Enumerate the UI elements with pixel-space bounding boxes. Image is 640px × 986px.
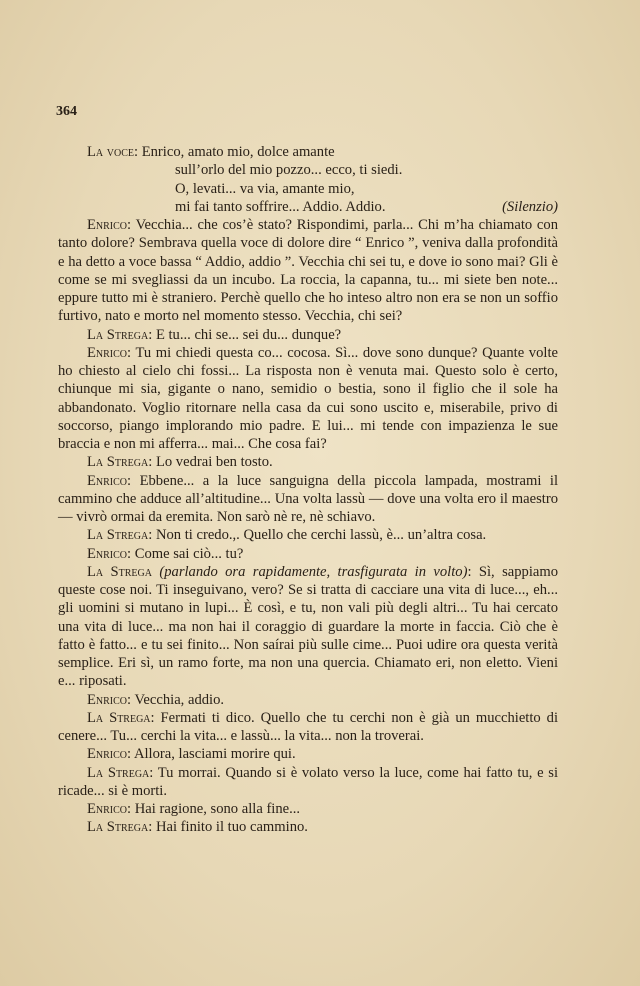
dialogue-paragraph: Enrico: Hai ragione, sono alla fine...: [87, 801, 301, 817]
dialogue-paragraph: Enrico: Vecchia, addio.: [87, 691, 225, 708]
speech-text: Hai ragione, sono alla fine...: [134, 801, 301, 817]
speaker-name: La Strega: [87, 454, 149, 471]
dialogue-paragraph: La Strega: E tu... chi se... sei du... dunque?: [87, 326, 342, 343]
speech-text: Vecchia... che cos’è stato? Rispondimi, parla... Chi m’ha chiamato con tanto dolore? Sembrava quella voce di dolore dire “ Enrico ”, veniva dalla profondità e ha detto a voce bassa “ Addio, addio ”. Vecchia chi sei tu, e dove io sono mai? Gli è come se mi svegliassi da un incubo. La roccia, la capanna, tu... mi siete ben note... eppure tutto mi è straniero. Perchè quello che ho inteso altro non era se non un soffio furtivo, nato e morto nel momento stesso. Vecchia, chi sei?: [58, 217, 558, 325]
dialogue-paragraph: La voce: Enrico, amato mio, dolce amante: [87, 144, 335, 160]
speaker-name: Enrico: [87, 545, 128, 562]
speech-text: Hai finito il tuo cammino.: [155, 819, 308, 836]
speech-text: Fermati ti dico. Quello che tu cerchi non è già un mucchietto di cenere... Tu... cerchi la vita... e lassù... la vita... non la troverai.: [58, 709, 559, 744]
speaker-name: Enrico: [87, 472, 128, 489]
speech-text: E tu... chi se... sei du... dunque?: [155, 326, 342, 343]
dialogue-paragraph: Enrico: Ebbene... a la luce sanguigna della piccola lampada, mostrami il cammino che adduce all’altitudine... Una volta lassù — dove una volta ero il maestro — vivrò ormai da eremita. Non sarò nè re, nè schiavo.: [58, 472, 558, 525]
page-number: 364: [56, 104, 77, 119]
stage-direction: (parlando ora rapidamente, trasfigurata in volto): [159, 563, 468, 580]
verse-line: [58, 198, 558, 216]
speaker-name: Enrico: [87, 746, 128, 763]
speaker-name: La Strega: [87, 819, 149, 836]
dialogue-paragraph: La Strega: Non ti credo.,. Quello che cerchi lassù, è... un’altra cosa.: [87, 527, 487, 544]
speaker-name: La Strega: [87, 764, 150, 781]
speaker-name: Enrico: [87, 801, 128, 817]
page-text: [58, 143, 558, 837]
speaker-name: La voce: [87, 144, 135, 160]
speaker-name: Enrico: [87, 344, 128, 361]
dialogue-paragraph: La Strega: Hai finito il tuo cammino.: [87, 819, 308, 836]
speaker-name: La Strega: [87, 326, 149, 343]
dialogue-paragraph: La Strega (parlando ora rapidamente, trasfigurata in volto): Sì, sappiamo queste cose noi. Ti inseguivano, vero? Se si tratta di cacciare una vita di luce..., eh... gli uomini si mutano in lupi... È così, e tu, non vali più degli altri... Tu hai cercato una vita di luce... ma non hai il coraggio di guardare la morte in faccia. Ciò che è fatto è fatto... e tu sei finito... Non saírai più sulle cime... Puoi udire ora questa verità semplice. Eri sì, un ramo forte, ma non una quercia. Chiamato eri, non eletto. Vieni e... riposati.: [58, 563, 559, 690]
speaker-name: La Strega: [87, 563, 152, 580]
speaker-name: Enrico: [87, 217, 128, 233]
dialogue-paragraph: La Strega: Fermati ti dico. Quello che tu cerchi non è già un mucchietto di cenere... Tu... cerchi la vita... e lassù... la vita... non la troverai.: [58, 709, 559, 744]
stage-direction: (Silenzio): [502, 198, 558, 215]
verse-text: O, levati... va via, amante mio,: [175, 180, 355, 197]
dialogue-paragraph: Enrico: Tu mi chiedi questa co... cocosa. Sì... dove sono dunque? Quante volte ho chiesto al cielo chi fossi... La risposta non è venuta mai. Questo solo è certo, chiunque mi sia, gigante o nano, semidio o bestia, sono il figlio che il sole ha abbandonato. Voglio ritornare nella casa da cui sono uscito e, miserabile, privo di soccorso, piango implorando mio padre. E lui... mi tende con impazienza le sue braccia e non mi afferra... mai... Che cosa fai?: [58, 344, 558, 452]
verse-line: [58, 180, 558, 198]
speech-text: Vecchia, addio.: [134, 691, 225, 708]
verse-text: mi fai tanto soffrire... Addio. Addio.: [175, 198, 386, 215]
speech-text: Tu mi chiedi questa co... cocosa. Sì... dove sono dunque? Quante volte ho chiesto al cielo chi fossi... La risposta non è venuta mai. Questo solo è certo, chiunque mi sia, gigante o nano, semidio o bestia, sono il figlio che il sole ha abbandonato. Voglio ritornare nella casa da cui sono uscito e, miserabile, privo di soccorso, piango implorando mio padre. E lui... mi tende con impazienza le sue braccia e non mi afferra... mai... Che cosa fai?: [58, 344, 558, 452]
speech-text: Ebbene... a la luce sanguigna della piccola lampada, mostrami il cammino che adduce all’altitudine... Una volta lassù — dove una volta ero il maestro — vivrò ormai da eremita. Non sarò nè re, nè schiavo.: [58, 472, 558, 525]
verse-line: [58, 161, 558, 179]
speaker-name: La Strega: [87, 527, 149, 544]
speech-text: Lo vedrai ben tosto.: [155, 454, 273, 471]
speech-text: Sì, sappiamo queste cose noi. Ti inseguivano, vero? Se si tratta di cacciare una vita di luce..., eh... gli uomini si mutano in lupi... È così, e tu, non vali più degli altri... Tu hai cercato una vita di luce... ma non hai il coraggio di guardare la morte in faccia. Ciò che è fatto è fatto... e tu sei finito... Non saírai più sulle cime... Puoi udire ora questa verità semplice. Eri sì, un ramo forte, ma non una quercia. Chiamato eri, non eletto. Vieni e... riposati.: [58, 563, 559, 690]
speaker-name: La Strega: [87, 709, 151, 726]
speech-text: Tu morrai. Quando si è volato verso la luce, come hai fatto tu, e si ricade... si è morti.: [58, 764, 558, 799]
speech-text: Non ti credo.,. Quello che cerchi lassù, è... un’altra cosa.: [155, 527, 487, 544]
verse-text: sull’orlo del mio pozzo... ecco, ti siedi.: [175, 162, 403, 179]
speech-text: Allora, lasciami morire qui.: [133, 746, 296, 763]
speech-text: Come sai ciò... tu?: [134, 545, 244, 562]
speaker-name: Enrico: [87, 691, 128, 708]
speech-text: Enrico, amato mio, dolce amante: [141, 144, 335, 160]
dialogue-paragraph: Enrico: Vecchia... che cos’è stato? Rispondimi, parla... Chi m’ha chiamato con tanto dolore? Sembrava quella voce di dolore dire “ Enrico ”, veniva dalla profondità e ha detto a voce bassa “ Addio, addio ”. Vecchia chi sei tu, e dove io sono mai? Gli è come se mi svegliassi da un incubo. La roccia, la capanna, tu... mi siete ben note... eppure tutto mi è straniero. Perchè quello che ho inteso altro non era se non un soffio furtivo, nato e morto nel momento stesso. Vecchia, chi sei?: [58, 217, 558, 325]
dialogue-paragraph: Enrico: Come sai ciò... tu?: [87, 545, 244, 562]
dialogue-paragraph: Enrico: Allora, lasciami morire qui.: [87, 746, 296, 763]
dialogue-paragraph: La Strega: Lo vedrai ben tosto.: [87, 454, 273, 471]
dialogue-paragraph: La Strega: Tu morrai. Quando si è volato verso la luce, come hai fatto tu, e si ricade... si è morti.: [58, 764, 558, 799]
